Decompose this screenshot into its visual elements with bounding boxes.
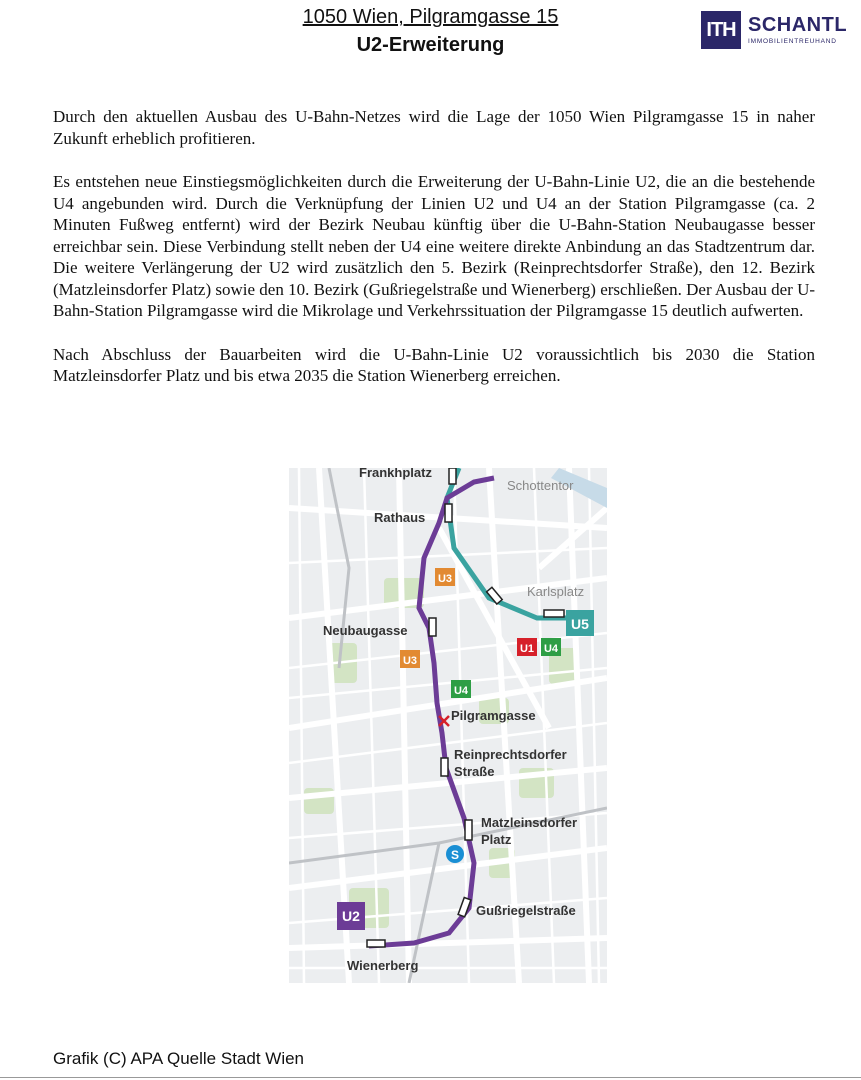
label-gussriegelstrasse: Gußriegelstraße — [476, 903, 576, 918]
svg-text:S: S — [450, 848, 460, 862]
u3-badge-bottom — [400, 650, 420, 668]
label-wienerberg: Wienerberg — [347, 958, 419, 973]
s-bahn-icon — [446, 845, 464, 863]
u3-badge-top — [435, 568, 455, 586]
u3-label-top: U3 — [437, 573, 453, 585]
label-karlsplatz: Karlsplatz — [527, 584, 585, 599]
logo-tagline: IMMOBILIENTREUHAND — [748, 38, 837, 45]
u2-badge — [337, 902, 365, 930]
label-rathaus: Rathaus — [374, 510, 426, 525]
u4-badge-pilgramgasse — [451, 680, 471, 698]
image-caption: Grafik (C) APA Quelle Stadt Wien — [53, 1049, 304, 1068]
u4-label-karlsplatz: U4 — [543, 643, 559, 655]
label-pilgramgasse: Pilgramgasse — [451, 708, 536, 723]
label-schottentor: Schottentor — [507, 478, 574, 493]
u5-badge — [566, 610, 594, 636]
company-logo — [701, 11, 851, 51]
address-title: 1050 Wien, Pilgramgasse 15 — [302, 6, 559, 28]
label-reinprechtsdorfer-1: Reinprechtsdorfer — [454, 747, 567, 762]
subtitle: U2-Erweiterung — [356, 34, 505, 56]
paragraph-1: Durch den aktuellen Ausbau des U-Bahn-Netzes wird die Lage der 1050 Wien Pilgramgasse 15 in naher Zukunft erheblich profitieren. — [53, 107, 815, 148]
label-reinprechtsdorfer-2: Straße — [454, 764, 495, 779]
u2-label: U2 — [342, 908, 360, 924]
paragraph-2: Es entstehen neue Einstiegsmöglichkeiten durch die Erweiterung der U-Bahn-Linie U2, die an die bestehende U4 angebunden wird. Durch die Verknüpfung der Linien U2 und U4 an der Station Pilgramgasse (ca. 2 Minuten Fußweg entfernt) wird der Bezirk Neubau künftig über die U-Bahn-Station Neubaugasse besser erreichbar sein. Diese Verbindung stellt neben der U4 eine weitere direkte Anbindung an das Stadtzentrum dar. Die weitere Verlängerung der U2 wird zusätzlich den 5. Bezirk (Reinprechtsdorfer Straße), den 12. Bezirk (Matzleinsdorfer Platz) sowie den 10. Bezirk (Gußriegelstraße und Wienerberg) erschließen. Der Ausbau der U-Bahn-Station Pilgramgasse wird die Mikrolage und Verkehrssituation der Pilgramgasse 15 deutlich aufwerten. — [53, 172, 816, 320]
label-matzleinsdorfer-2: Platz — [481, 832, 512, 847]
u4-badge-karlsplatz — [541, 638, 561, 656]
subway-map — [289, 468, 607, 983]
label-matzleinsdorfer-1: Matzleinsdorfer — [481, 815, 578, 830]
subway-map-graphic — [289, 468, 607, 983]
label-neubaugasse: Neubaugasse — [323, 623, 408, 638]
u3-label-bottom: U3 — [402, 655, 418, 667]
u4-label-pilgramgasse: U4 — [453, 685, 469, 697]
u1-badge — [517, 638, 537, 656]
logo-mark-icon: ITH — [701, 11, 741, 49]
bottom-divider — [0, 1077, 861, 1078]
paragraph-3: Nach Abschluss der Bauarbeiten wird die U-Bahn-Linie U2 voraussichtlich bis 2030 die Station Matzleinsdorfer Platz und bis etwa 2035 die Station Wienerberg erreichen. — [53, 344, 815, 385]
u1-label: U1 — [519, 643, 535, 655]
u5-label: U5 — [571, 616, 589, 632]
body-text — [53, 106, 815, 409]
logo-name: SCHANTL — [748, 14, 848, 36]
label-frankhplatz: Frankhplatz — [359, 468, 432, 480]
